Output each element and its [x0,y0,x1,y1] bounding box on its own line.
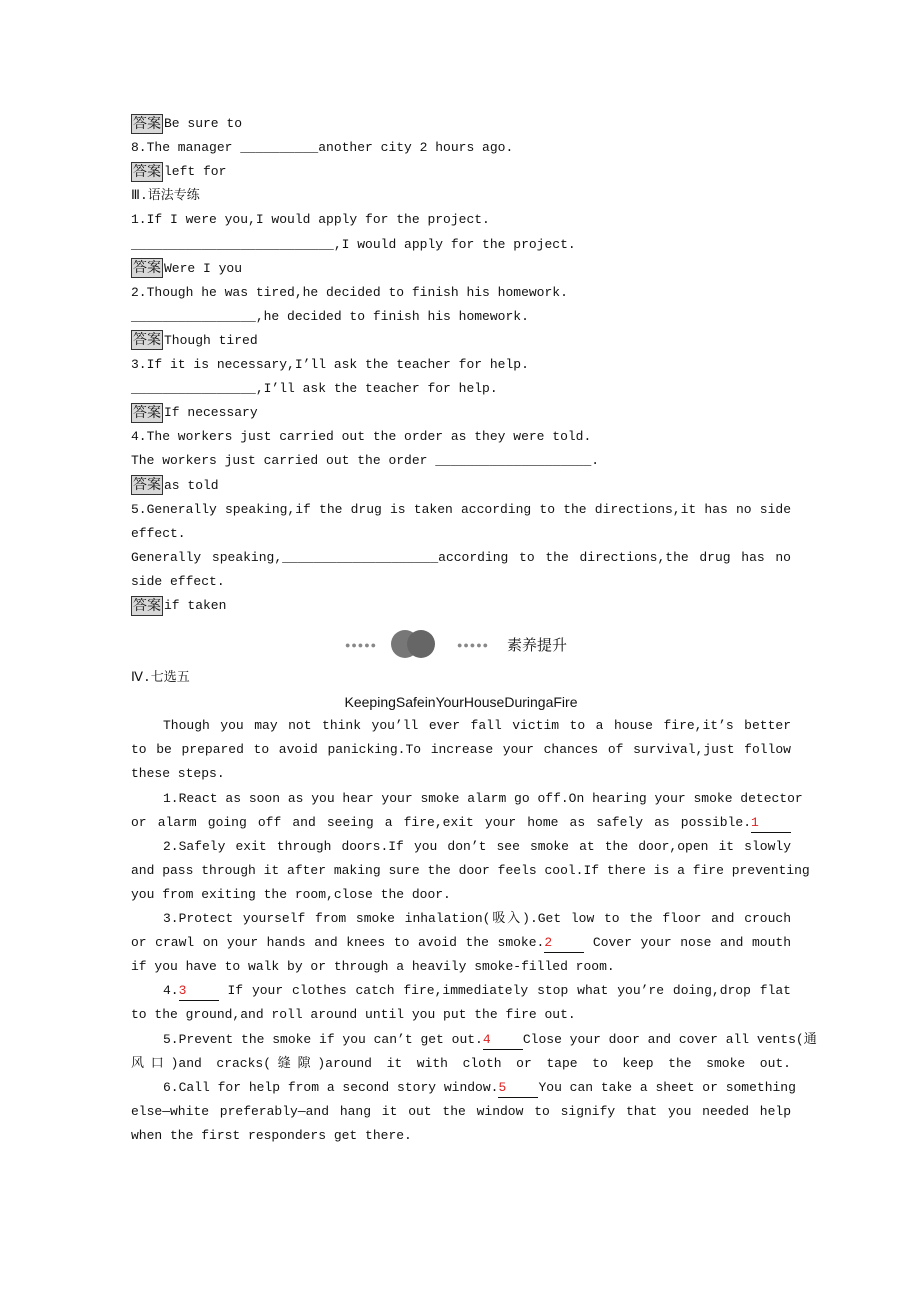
text-line [131,859,810,883]
line-text: ________________,I’ll ask the teacher for help. [131,381,498,397]
line-text: as told [164,477,219,493]
text-line [131,907,791,931]
line-text: or crawl on your hands and knees to avoid the smoke. [131,935,545,951]
line-text: 6.Call for help from a second story window. [163,1079,499,1095]
line-text: these steps. [131,766,225,782]
numbered-blank: 5 [498,1079,538,1098]
line-text: Ⅳ.七选五 [131,670,190,685]
text-line [131,762,791,786]
answer-badge: 答案 [133,260,161,277]
line-text: Generally speaking,____________________according to the directions,the drug has no [131,549,791,565]
answer-badge: 答案 [133,477,161,494]
text-line [131,666,791,690]
line-text: Though you may not think you’ll ever fall victim to a house fire,it’s better [163,718,791,734]
answer-badge: 答案 [133,115,161,132]
numbered-blank: 1 [751,814,791,833]
text-line [131,835,791,859]
dots-decoration: ●●●●● [345,641,378,651]
answer-line [131,160,791,184]
text-line [131,184,791,208]
line-text: KeepingSafeinYourHouseDuringaFire [344,694,578,711]
line-text: and pass through it after making sure the door feels cool.If there is a fire preventing [131,862,810,878]
text-line [131,1028,817,1052]
answer-badge: 答案 [133,163,161,180]
numbered-blank: 3 [179,982,219,1001]
text-line [131,546,791,570]
line-text: or alarm going off and seeing a fire,exit your home as safely as possible. [131,814,751,830]
answer-line [131,257,791,281]
line-text: Be sure to [164,116,243,131]
line-text: You can take a sheet or something [538,1079,796,1095]
line-text: 2.Though he was tired,he decided to finish his homework. [131,284,568,300]
line-text: when the first responders get there. [131,1127,412,1143]
answer-line [131,474,791,498]
line-text: 2.Safely exit through doors.If you don’t see smoke at the door,open it slowly [163,838,791,854]
numbered-blank: 2 [544,934,584,953]
text-line [131,233,791,257]
text-line [131,955,791,979]
line-text: 5.Generally speaking,if the drug is taken according to the directions,it has no side [131,501,791,517]
line-text: The workers just carried out the order ____________________. [131,453,600,469]
text-line [131,305,791,329]
text-line [131,208,791,232]
line-text: side effect. [131,573,225,589]
line-text: Cover your nose and mouth [584,935,791,951]
text-line [131,498,791,522]
answer-line [131,329,791,353]
line-text: If necessary [164,405,258,421]
text-line [131,738,791,762]
circle-icon [407,630,435,658]
numbered-blank: 4 [483,1031,523,1050]
line-text: Ⅲ.语法专练 [131,188,200,204]
line-text: 3.If it is necessary,I’ll ask the teacher for help. [131,357,529,372]
answer-line [131,401,791,425]
line-text: 4. [163,983,179,999]
line-text: effect. [131,525,186,541]
text-line [131,377,791,401]
text-line [131,425,791,449]
answer-badge: 答案 [133,597,161,614]
text-line [131,1076,796,1100]
answer-line [131,594,791,618]
line-text: 1.If I were you,I would apply for the project. [131,212,490,228]
line-text: else—white preferably—and hang it out the window to signify that you needed help [131,1103,791,1119]
line-text: Were I you [164,260,243,276]
line-text: left for [164,164,227,180]
text-line [131,979,791,1003]
line-text: if taken [164,598,227,613]
text-line [131,449,791,473]
text-line [131,811,791,835]
line-text: __________________________,I would apply for the project. [131,236,576,252]
line-text: If your clothes catch fire,immediately stop what you’re doing,drop flat [218,983,791,999]
text-line [131,714,791,738]
text-line [131,281,791,305]
line-text: ________________,he decided to finish his homework. [131,308,529,324]
line-text: Though tired [164,332,258,348]
line-text: 4.The workers just carried out the order as they were told. [131,429,592,445]
answer-badge: 答案 [133,332,161,349]
line-text: 5.Prevent the smoke if you can’t get out. [163,1031,483,1047]
line-text: you from exiting the room,close the door. [131,886,451,902]
text-line [131,136,791,160]
line-text: Close your door and cover all vents(通 [522,1031,817,1047]
text-line [131,787,803,811]
text-line [131,931,791,955]
article-title [131,690,791,714]
text-line [131,522,791,546]
text-line [131,1003,791,1027]
line-text: if you have to walk by or through a heavily smoke-filled room. [131,959,615,975]
text-line [131,1124,791,1148]
answer-line [131,112,791,136]
answer-badge: 答案 [133,404,161,421]
line-text: 3.Protect yourself from smoke inhalation(吸入).Get low to the floor and crouch [163,911,791,926]
text-line [131,1052,791,1076]
text-line [131,883,791,907]
line-text: to the ground,and roll around until you put the fire out. [131,1007,576,1023]
line-text: 风口)and cracks(缝隙)around it with cloth or tape to keep the smoke out. [131,1055,791,1071]
dots-decoration: ●●●●● [457,641,490,651]
section-divider [345,626,595,662]
text-line [131,353,791,377]
line-text: to be prepared to avoid panicking.To increase your chances of survival,just follow [131,742,791,758]
divider-label: 素养提升 [507,636,568,654]
line-text: 1.React as soon as you hear your smoke alarm go off.On hearing your smoke detector [163,790,803,806]
text-line [131,570,791,594]
line-text: 8.The manager __________another city 2 hours ago. [131,140,514,156]
text-line [131,1100,791,1124]
